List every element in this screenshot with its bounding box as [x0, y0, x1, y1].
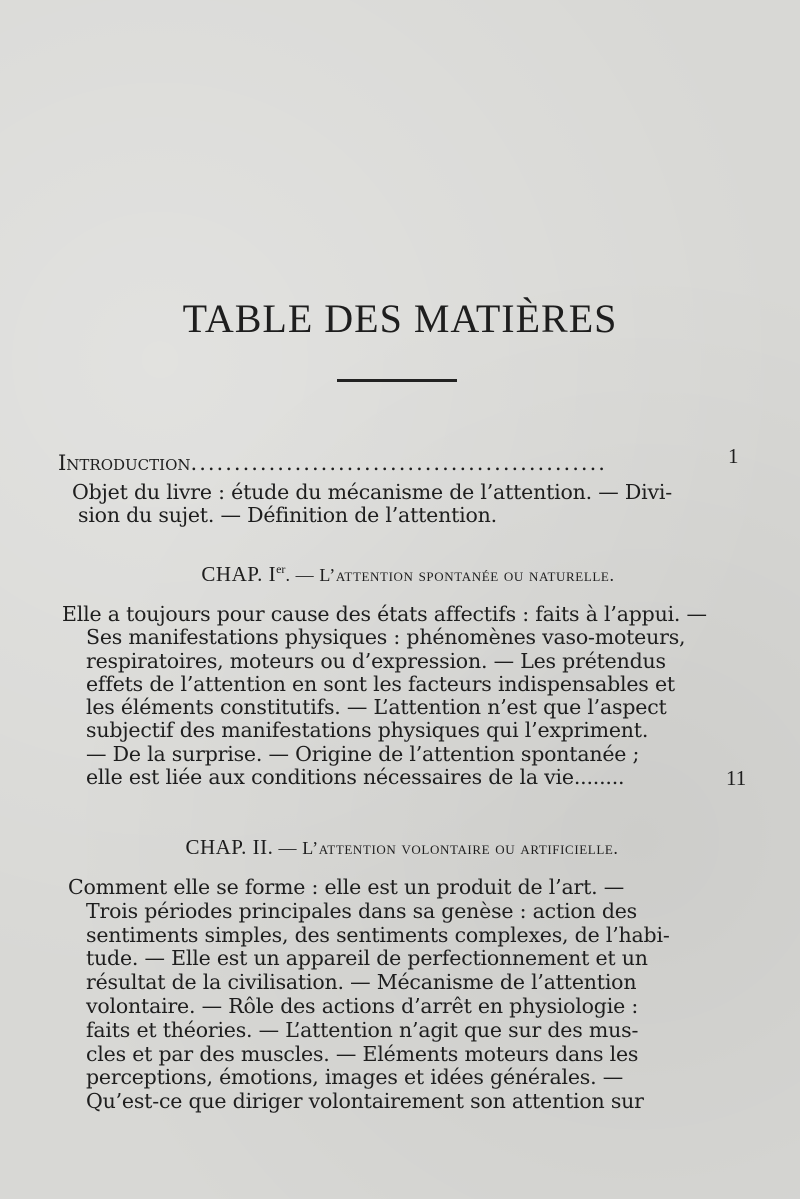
introduction-label: Introduction — [58, 451, 191, 475]
summary-line: elle est liée aux conditions nécessaires de la vie........ — [86, 765, 625, 790]
chapter-2-summary — [62, 876, 698, 1114]
summary-line: — De la surprise. — Origine de l’attention spontanée ; — [86, 741, 640, 766]
page-title: TABLE DES MATIÈRES — [182, 296, 618, 341]
summary-line: cles et par des muscles. — Eléments moteurs dans les — [86, 1041, 639, 1066]
chapter-1-summary — [62, 602, 707, 790]
summary-line: sentiments simples, des sentiments complexes, de l’habi- — [86, 922, 670, 947]
chapter-1-heading — [0, 562, 800, 587]
chapter-1-page-number: 11 — [726, 766, 747, 790]
title-rule — [337, 379, 457, 382]
summary-line: Ses manifestations physiques : phénomènes vaso-moteurs, — [86, 625, 686, 650]
summary-line: perceptions, émotions, images et idées générales. — — [86, 1065, 624, 1090]
chapter-1-label: CHAP. I — [201, 562, 277, 586]
summary-line: faits et théories. — L’attention n’agit que sur des mus- — [86, 1017, 639, 1042]
summary-line: volontaire. — Rôle des actions d’arrêt en physiologie : — [86, 993, 639, 1018]
summary-line: respiratoires, moteurs ou d’expression. — Les prétendus — [86, 648, 666, 673]
summary-line: tude. — Elle est un appareil de perfectionnement et un — [86, 946, 648, 971]
leader-dots: ................................................ — [190, 451, 607, 475]
summary-line: Comment elle se forme : elle est un produit de l’art. — — [68, 875, 625, 899]
summary-line: Qu’est-ce que diriger volontairement son attention sur — [86, 1089, 644, 1114]
chapter-2-subtitle: — L’attention volontaire ou artificielle. — [273, 838, 619, 858]
introduction-summary — [62, 481, 698, 528]
summary-line: Elle a toujours pour cause des états affectifs : faits à l’appui. — — [62, 602, 707, 626]
summary-line: effets de l’attention en sont les facteurs indispensables et — [86, 671, 675, 696]
introduction-entry — [58, 451, 607, 475]
summary-line: les éléments constitutifs. — L’attention n’est que l’aspect — [86, 695, 667, 720]
summary-line: Objet du livre : étude du mécanisme de l’attention. — Divi- — [72, 480, 672, 504]
summary-line: subjectif des manifestations physiques qui l’expriment. — [86, 718, 649, 743]
summary-line: Trois périodes principales dans sa genèse : action des — [86, 898, 637, 923]
chapter-2-label: CHAP. II. — [185, 835, 274, 859]
chapter-2-heading — [0, 835, 800, 860]
chapter-1-sup: er — [276, 562, 286, 576]
chapter-1-subtitle: . — L’attention spontanée ou naturelle. — [285, 565, 615, 585]
summary-line: sion du sujet. — Définition de l’attention. — [78, 503, 497, 528]
introduction-page-number: 1 — [728, 444, 739, 468]
summary-line: résultat de la civilisation. — Mécanisme de l’attention — [86, 970, 637, 995]
